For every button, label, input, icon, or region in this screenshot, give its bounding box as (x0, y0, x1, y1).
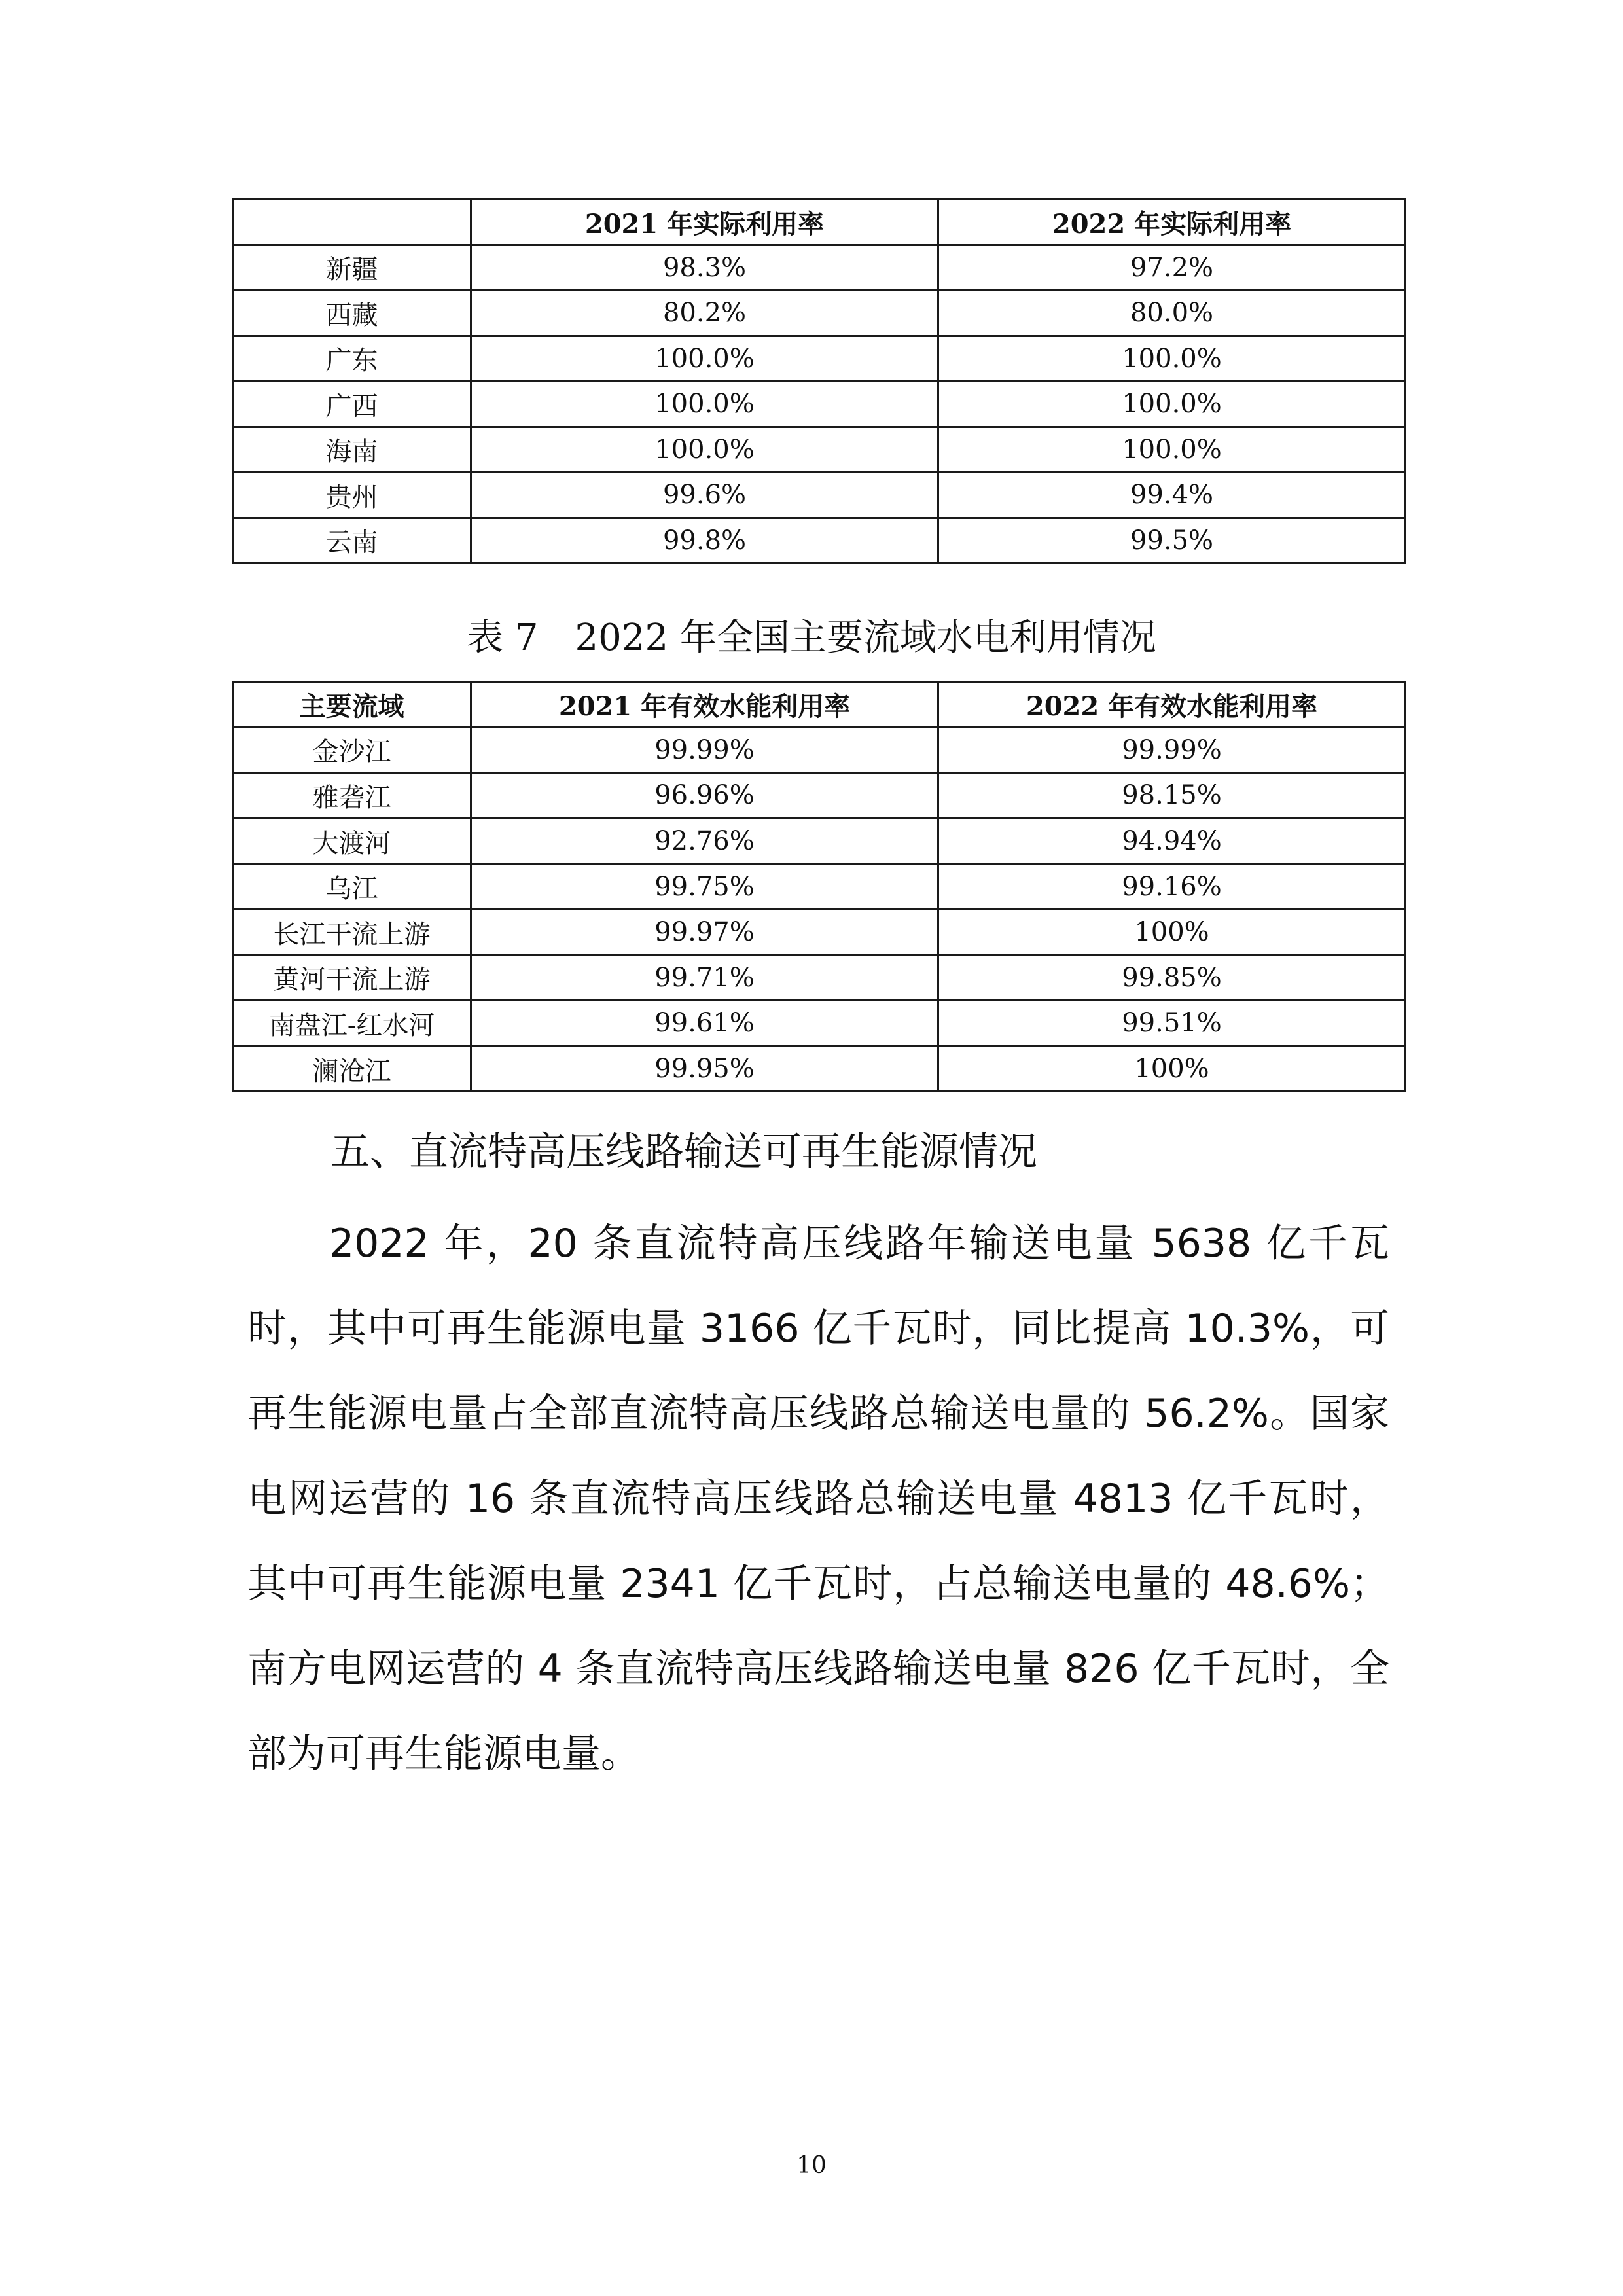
value-cell: 99.75% (471, 864, 938, 910)
value-cell: 92.76% (471, 818, 938, 864)
region-cell: 云南 (233, 518, 471, 564)
page-number: 10 (796, 2152, 827, 2179)
value-cell: 99.4% (938, 473, 1406, 518)
table-row (233, 427, 1406, 473)
basin-cell: 雅砻江 (233, 773, 471, 819)
region-cell: 广西 (233, 382, 471, 427)
table-header-row (233, 200, 1406, 245)
value-cell: 98.3% (471, 245, 938, 291)
table-row (233, 473, 1406, 518)
region-cell: 广东 (233, 336, 471, 382)
basin-cell: 大渡河 (233, 818, 471, 864)
header-cell: 2021 年有效水能利用率 (471, 682, 938, 728)
value-cell: 99.95% (471, 1046, 938, 1092)
value-cell: 99.51% (938, 1001, 1406, 1047)
value-cell: 100.0% (938, 382, 1406, 427)
table-row (233, 518, 1406, 564)
value-cell: 97.2% (938, 245, 1406, 291)
value-cell: 99.8% (471, 518, 938, 564)
region-cell: 海南 (233, 427, 471, 473)
value-cell: 100.0% (471, 336, 938, 382)
table-row (233, 864, 1406, 910)
header-cell: 主要流域 (233, 682, 471, 728)
basin-cell: 金沙江 (233, 727, 471, 773)
header-cell: 2022 年实际利用率 (938, 200, 1406, 245)
basin-cell: 黄河干流上游 (233, 955, 471, 1001)
region-cell: 贵州 (233, 473, 471, 518)
value-cell: 99.99% (938, 727, 1406, 773)
value-cell: 100.0% (938, 336, 1406, 382)
table-row (233, 245, 1406, 291)
value-cell: 99.97% (471, 909, 938, 955)
value-cell: 100% (938, 909, 1406, 955)
region-cell: 西藏 (233, 291, 471, 336)
value-cell: 100.0% (471, 382, 938, 427)
value-cell: 98.15% (938, 773, 1406, 819)
table-row (233, 818, 1406, 864)
basin-cell: 澜沧江 (233, 1046, 471, 1092)
value-cell: 99.71% (471, 955, 938, 1001)
value-cell: 100.0% (471, 427, 938, 473)
value-cell: 99.16% (938, 864, 1406, 910)
value-cell: 99.99% (471, 727, 938, 773)
header-cell: 2021 年实际利用率 (471, 200, 938, 245)
value-cell: 80.2% (471, 291, 938, 336)
value-cell: 100% (938, 1046, 1406, 1092)
value-cell: 80.0% (938, 291, 1406, 336)
basin-cell: 乌江 (233, 864, 471, 910)
value-cell: 94.94% (938, 818, 1406, 864)
region-cell: 新疆 (233, 245, 471, 291)
table-row (233, 727, 1406, 773)
table-header-row (233, 682, 1406, 728)
table-row (233, 1001, 1406, 1047)
section-heading: 五、直流特高压线路输送可再生能源情况 (330, 1129, 1037, 1175)
table-row (233, 1046, 1406, 1092)
basin-cell: 南盘江-红水河 (233, 1001, 471, 1047)
value-cell: 99.85% (938, 955, 1406, 1001)
table-row (233, 382, 1406, 427)
header-cell (233, 200, 471, 245)
table-7-basin-hydropower (232, 681, 1406, 1092)
value-cell: 99.6% (471, 473, 938, 518)
table-row (233, 336, 1406, 382)
table-7-caption: 表 7 2022 年全国主要流域水电利用情况 (467, 617, 1156, 659)
table-row (233, 291, 1406, 336)
table-6-provincial-utilization (232, 198, 1406, 564)
value-cell: 100.0% (938, 427, 1406, 473)
table-row (233, 955, 1406, 1001)
value-cell: 99.61% (471, 1001, 938, 1047)
value-cell: 99.5% (938, 518, 1406, 564)
body-paragraph: 2022 年，20 条直流特高压线路年输送电量 5638 亿千瓦时，其中可再生能源电量 3166 亿千瓦时，同比提高 10.3%，可再生能源电量占全部直流特高压线路总输送电量的 56.2%。国家电网运营的 16 条直流特高压线路总输送电量 4813 亿千瓦时，其中可再生能源电量 2341 亿千瓦时，占总输送电量的 48.6%；南方电网运营的 4 条直流特高压线路输送电量 826 亿千瓦时，全部为可再生能源电量。 (247, 1221, 1389, 1777)
table-row (233, 773, 1406, 819)
table-row (233, 909, 1406, 955)
basin-cell: 长江干流上游 (233, 909, 471, 955)
value-cell: 96.96% (471, 773, 938, 819)
header-cell: 2022 年有效水能利用率 (938, 682, 1406, 728)
